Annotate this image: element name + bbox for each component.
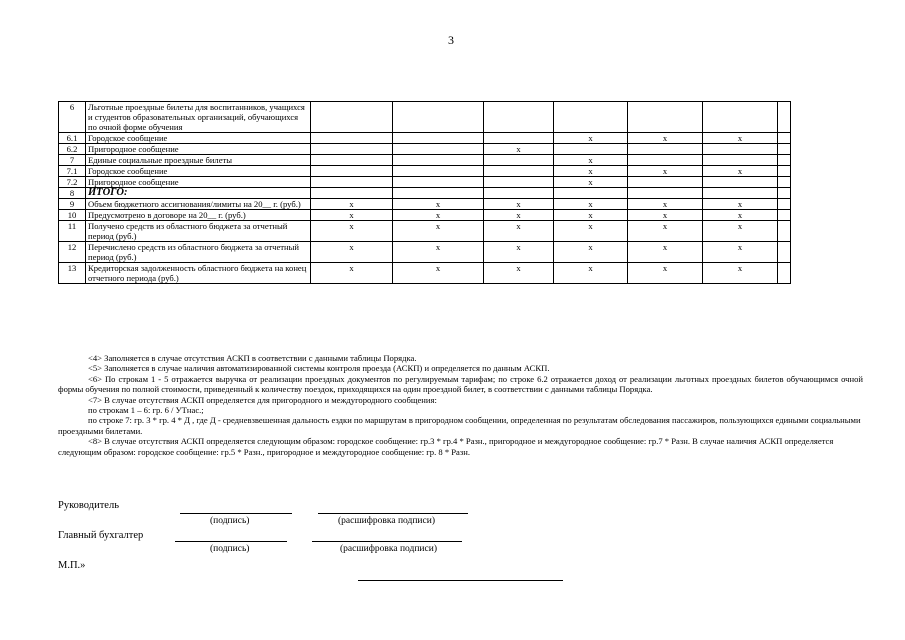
row-label: Льготные проездные билеты для воспитанников, учащихся и студентов образовательных организаций, обучающихся по очной форме обучения — [86, 102, 311, 133]
table-cell — [484, 155, 554, 166]
table-cell: x — [703, 221, 778, 242]
table-cell — [311, 102, 393, 133]
table-cell: x — [628, 210, 703, 221]
table-cell — [703, 177, 778, 188]
table-cell — [628, 102, 703, 133]
table-cell — [554, 188, 628, 199]
stamp-label: М.П.» — [58, 560, 86, 571]
table-cell — [628, 188, 703, 199]
table-cell — [778, 188, 791, 199]
table-cell: x — [484, 263, 554, 284]
table-cell — [554, 144, 628, 155]
report-table — [58, 101, 791, 284]
table-row — [59, 133, 791, 144]
table-cell: x — [703, 242, 778, 263]
table-cell: x — [484, 210, 554, 221]
row-number: 6.2 — [59, 144, 86, 155]
table-row — [59, 242, 791, 263]
table-cell: x — [554, 177, 628, 188]
head-signature-line — [180, 513, 292, 514]
table-cell: x — [554, 242, 628, 263]
table-cell: x — [554, 166, 628, 177]
table-cell — [703, 102, 778, 133]
footnotes — [58, 353, 863, 457]
note-7-row-7: по строке 7: гр. 3 * гр. 4 * Д , где Д - средневзвешенная дальность ездки по маршрутам в пригородном сообщении, определенная по результатам обследования пассажиров, пользующихся едиными социальными проездными билетами. — [58, 415, 861, 436]
table-cell — [703, 188, 778, 199]
row-number: 7.2 — [59, 177, 86, 188]
table-cell — [778, 133, 791, 144]
table-cell — [311, 144, 393, 155]
note-4: <4> Заполняется в случае отсутствия АСКП в соответствии с данными таблицы Порядка. — [88, 353, 417, 363]
table-cell — [628, 144, 703, 155]
table-cell — [393, 155, 484, 166]
row-number: 9 — [59, 199, 86, 210]
table-cell: x — [554, 199, 628, 210]
table-cell: x — [554, 133, 628, 144]
table-cell — [311, 188, 393, 199]
table-cell — [311, 166, 393, 177]
row-number: 11 — [59, 221, 86, 242]
table-cell: x — [628, 221, 703, 242]
row-label: Перечислено средств из областного бюджета за отчетный период (руб.) — [86, 242, 311, 263]
table-cell: x — [703, 133, 778, 144]
table-cell — [484, 133, 554, 144]
table-cell: x — [393, 242, 484, 263]
table-cell — [393, 177, 484, 188]
table-cell — [393, 188, 484, 199]
table-cell: x — [554, 210, 628, 221]
row-label: Пригородное сообщение — [86, 177, 311, 188]
table-cell — [554, 102, 628, 133]
table-cell: x — [554, 221, 628, 242]
table-cell: x — [628, 133, 703, 144]
head-label: Руководитель — [58, 500, 119, 511]
table-cell: x — [311, 199, 393, 210]
accountant-decoding-caption: (расшифровка подписи) — [340, 544, 437, 554]
table-cell: x — [311, 221, 393, 242]
table-cell: x — [484, 242, 554, 263]
table-cell — [311, 177, 393, 188]
table-cell: x — [393, 263, 484, 284]
table-cell — [703, 144, 778, 155]
table-cell: x — [393, 221, 484, 242]
table-row — [59, 199, 791, 210]
row-label: Получено средств из областного бюджета за отчетный период (руб.) — [86, 221, 311, 242]
row-number: 7 — [59, 155, 86, 166]
table-cell — [778, 177, 791, 188]
row-label: Единые социальные проездные билеты — [86, 155, 311, 166]
table-cell — [778, 144, 791, 155]
row-label: Городское сообщение — [86, 166, 311, 177]
table-cell: x — [484, 199, 554, 210]
table-cell — [628, 155, 703, 166]
table-cell — [778, 242, 791, 263]
table-cell — [484, 166, 554, 177]
row-label: Городское сообщение — [86, 133, 311, 144]
row-number: 7.1 — [59, 166, 86, 177]
table-cell: x — [703, 199, 778, 210]
table-cell — [311, 155, 393, 166]
row-number: 12 — [59, 242, 86, 263]
table-cell — [393, 144, 484, 155]
table-cell — [778, 166, 791, 177]
row-number: 6.1 — [59, 133, 86, 144]
note-8: <8> В случае отсутствия АСКП определяется следующим образом: городское сообщение: гр.3 * гр.4 * Разн., пригородное и междугородное сообщение: гр.7 * Разн. В случае наличия АСКП определяется следующим образом: городское сообщение: гр.5 * Разн., пригородное и междугородное сообщение: гр. 8 * Разн. — [58, 436, 834, 457]
note-7-rows-1-6: по строкам 1 – 6: гр. 6 / УТнас.; — [88, 405, 204, 416]
table-row — [59, 166, 791, 177]
note-7: <7> В случае отсутствия АСКП определяется для пригородного и междугородного сообщения: — [88, 394, 437, 405]
table-cell — [778, 102, 791, 133]
row-label: Предусмотрено в договоре на 20__ г. (руб.) — [86, 210, 311, 221]
table-cell — [484, 177, 554, 188]
table-cell — [393, 102, 484, 133]
table-cell — [778, 199, 791, 210]
table-row — [59, 210, 791, 221]
bottom-line — [358, 580, 563, 581]
table-cell: x — [628, 199, 703, 210]
row-number: 13 — [59, 263, 86, 284]
note-6: <6> По строкам 1 - 5 отражается выручка от реализации проездных документов по регулируемым тарифам; по строке 6.2 отражается доход от реализации льготных проездных билетов обучающимся очной формы обучения по полной стоимости, приведенный к количеству поездок, приходящихся на один проездной билет, в соответствии с данными таблицы Порядка. — [58, 373, 863, 395]
accountant-signature-line — [175, 541, 287, 542]
row-label: Объем бюджетного ассигнования/лимиты на 20__ г. (руб.) — [86, 199, 311, 210]
table-cell: x — [311, 210, 393, 221]
row-number: 6 — [59, 102, 86, 133]
table-cell: x — [554, 155, 628, 166]
row-label: Пригородное сообщение — [86, 144, 311, 155]
row-number: 10 — [59, 210, 86, 221]
table-cell — [778, 155, 791, 166]
accountant-signature-caption: (подпись) — [210, 544, 250, 554]
table-cell: x — [703, 210, 778, 221]
page-number: 3 — [448, 33, 454, 47]
head-signature-caption: (подпись) — [210, 516, 250, 526]
table-cell: x — [311, 263, 393, 284]
table-cell: x — [311, 242, 393, 263]
table-cell — [778, 263, 791, 284]
table-cell — [393, 166, 484, 177]
table-row — [59, 177, 791, 188]
table-cell — [393, 133, 484, 144]
table-cell — [628, 177, 703, 188]
accountant-decoding-line — [312, 541, 462, 542]
table-cell: x — [393, 199, 484, 210]
table-row — [59, 221, 791, 242]
row-number: 8 — [59, 188, 86, 199]
table-cell — [484, 188, 554, 199]
table-cell: x — [484, 144, 554, 155]
table-cell — [778, 210, 791, 221]
table-cell: x — [628, 242, 703, 263]
table-cell: x — [628, 263, 703, 284]
table-cell: x — [628, 166, 703, 177]
table-cell: x — [554, 263, 628, 284]
table-cell — [484, 102, 554, 133]
accountant-label: Главный бухгалтер — [58, 530, 144, 541]
table-cell — [703, 155, 778, 166]
table-cell: x — [703, 166, 778, 177]
head-decoding-line — [318, 513, 468, 514]
table-cell: x — [484, 221, 554, 242]
note-5: <5> Заполняется в случае наличия автоматизированной системы контроля проезда (АСКП) и определяется по данным АСКП. — [88, 363, 550, 374]
row-label: ИТОГО: — [86, 188, 311, 199]
table-row — [59, 102, 791, 133]
table-row — [59, 144, 791, 155]
table-row — [59, 188, 791, 199]
table-cell — [778, 221, 791, 242]
table-cell — [311, 133, 393, 144]
table-row — [59, 155, 791, 166]
table-cell: x — [703, 263, 778, 284]
table-cell: x — [393, 210, 484, 221]
table-row — [59, 263, 791, 284]
head-decoding-caption: (расшифровка подписи) — [338, 516, 435, 526]
row-label: Кредиторская задолженность областного бюджета на конец отчетного периода (руб.) — [86, 263, 311, 284]
